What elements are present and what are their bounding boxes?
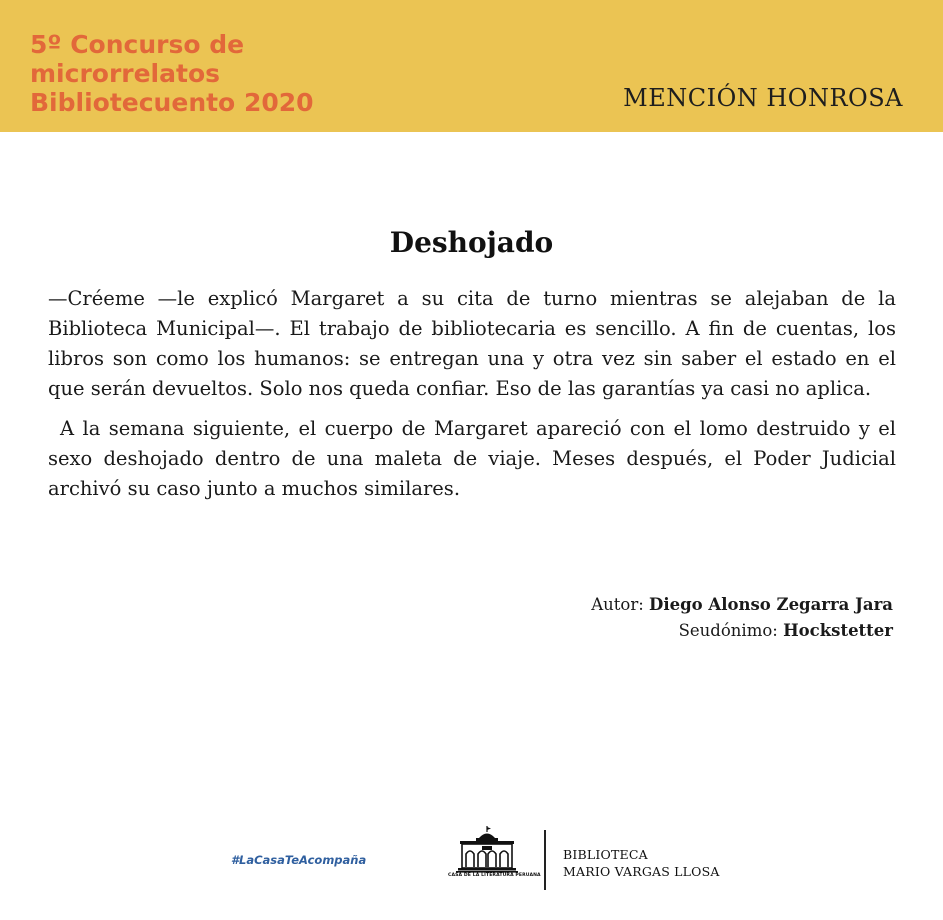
story-body [48, 284, 896, 514]
pseudonym-line [591, 618, 893, 644]
logo-caption: CASA DE LA LITERATURA PERUANA [448, 873, 541, 878]
pseudonym-name: Hockstetter [783, 621, 893, 640]
story-paragraph-2: A la semana siguiente, el cuerpo de Margaret apareció con el lomo destruido y el sexo deshojado dentro de una maleta de viaje. Meses después, el Poder Judicial archivó su caso junto a muchos similares. [48, 417, 896, 500]
contest-title-line-1: 5º Concurso de [30, 30, 245, 59]
story-title: Deshojado [389, 226, 554, 259]
library-name-line-1: BIBLIOTECA [563, 847, 648, 862]
author-name: Diego Alonso Zegarra Jara [649, 595, 893, 614]
library-name [563, 846, 720, 880]
pseudonym-label: Seudónimo: [678, 621, 784, 640]
contest-title-line-3: Bibliotecuento 2020 [30, 88, 314, 117]
story-paragraph-1: —Créeme —le explicó Margaret a su cita de turno mientras se alejaban de la Biblioteca Municipal—. El trabajo de bibliotecaria es sencillo. A fin de cuentas, los libros son como los humanos: se entregan una y otra vez sin saber el estado en el que serán devueltos. Solo nos queda confiar. Eso de las garantías ya casi no aplica. [48, 287, 896, 400]
contest-title-line-2: microrrelatos [30, 59, 221, 88]
award-label: MENCIÓN HONROSA [623, 84, 903, 112]
logo-divider [544, 830, 546, 890]
contest-title [30, 30, 390, 117]
header-banner [0, 0, 943, 132]
credits [591, 592, 893, 644]
library-name-line-2: MARIO VARGAS LLOSA [563, 864, 720, 879]
author-label: Autor: [591, 595, 650, 614]
author-line [591, 592, 893, 618]
hashtag: #LaCasaTeAcompaña [231, 853, 367, 867]
